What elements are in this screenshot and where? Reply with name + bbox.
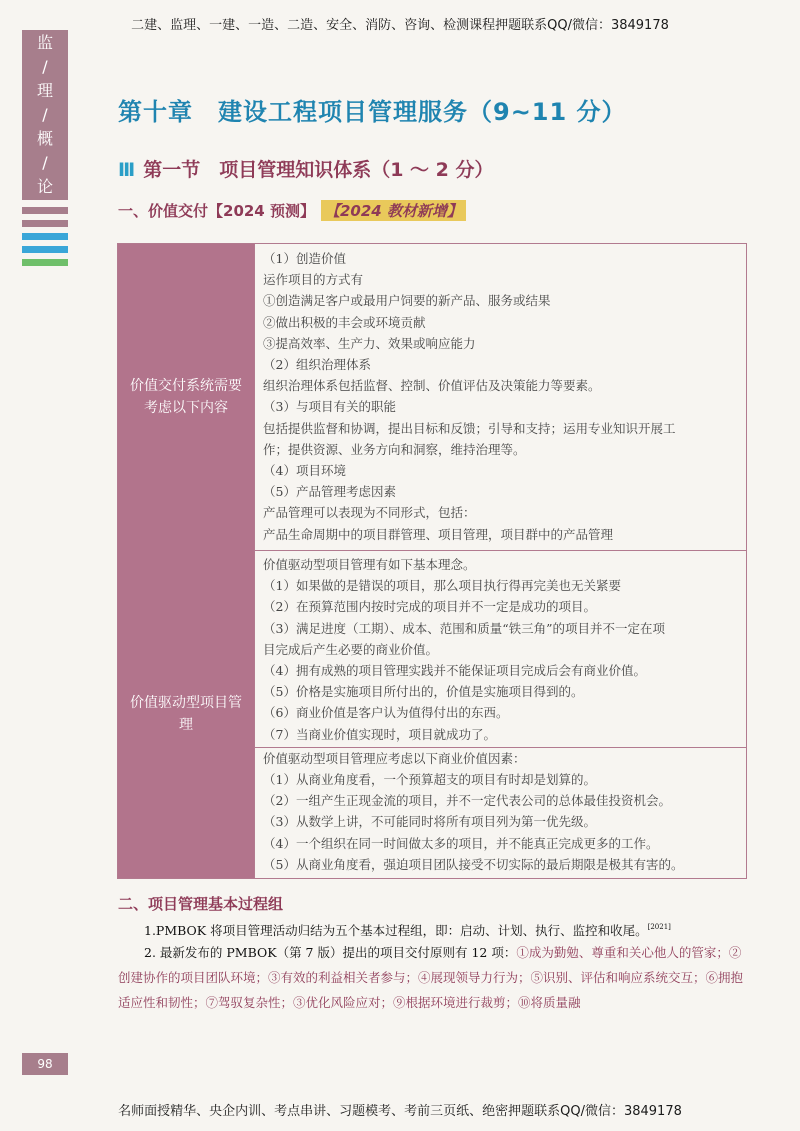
table-line: （7）当商业价值实现时，项目就成功了。	[263, 726, 496, 742]
subsection-title-text: 一、价值交付【2024 预测】	[118, 202, 315, 220]
table-line: 运作项目的方式有	[263, 272, 364, 288]
table-line: （6）商业价值是客户认为值得付出的东西。	[263, 705, 509, 721]
table-line: （2）一组产生正现金流的项目，并不一定代表公司的总体最佳投资机会。	[263, 793, 671, 809]
subsection-title-2: 二、项目管理基本过程组	[118, 895, 284, 913]
table-line: 组织治理体系包括监督、控制、价值评估及决策能力等要素。	[263, 378, 601, 394]
table-line: （5）从商业角度看，强迫项目团队接受不切实际的最后期限是极其有害的。	[263, 856, 684, 872]
table-line: （4）项目环境	[263, 463, 346, 479]
paragraph-2	[118, 940, 748, 1015]
table-row	[118, 550, 746, 878]
table-line: （4）拥有成熟的项目管理实践并不能保证项目完成后会有商业价值。	[263, 663, 646, 679]
table-line: 价值驱动型项目管理有如下基本理念。	[263, 557, 476, 572]
footer-banner: 名师面授精华、央企内训、考点串讲、习题模考、考前三页纸、绝密押题联系QQ/微信：3849178	[118, 1104, 682, 1119]
table-line: 产品生命周期中的项目群管理、项目管理，项目群中的产品管理	[263, 526, 614, 542]
table-line: ①创造满足客户或最用户饲要的新产品、服务或结果	[263, 293, 551, 309]
table-line: （4）一个组织在同一时间做太多的项目，并不能真正完成更多的工作。	[263, 835, 659, 851]
table-line: （3）与项目有关的职能	[263, 399, 396, 415]
section-bars-icon: III	[118, 159, 134, 181]
table-line: 包括提供监督和协调，提出目标和反馈；引导和支持；运用专业知识开展工	[263, 420, 676, 436]
subsection-title-1	[118, 200, 466, 221]
table-line: （3）满足进度（工期）、成本、范围和质量“铁三角”的项目并不一定在项	[263, 620, 665, 636]
table-content-cell	[254, 244, 746, 550]
section-title	[118, 155, 494, 182]
value-delivery-table	[117, 243, 747, 879]
chapter-title: 第十章 建设工程项目管理服务（9~11 分）	[118, 98, 627, 126]
table-line: （2）在预算范围内按时完成的项目并不一定是成功的项目。	[263, 599, 596, 615]
table-line: （1）如果做的是错误的项目，那么项目执行得再完美也无关紧要	[263, 578, 621, 594]
side-tab-char: 监	[36, 33, 53, 52]
table-row	[118, 244, 746, 551]
section-title-text: 第一节 项目管理知识体系（1 ～ 2 分）	[143, 159, 494, 181]
table-line: 作；提供资源、业务方向和洞察，维持治理等。	[263, 441, 526, 457]
side-tab-char: /	[42, 57, 48, 76]
side-tab-char: /	[42, 153, 48, 172]
table-line: （5）价格是实施项目所付出的，价值是实施项目得到的。	[263, 684, 584, 700]
new-content-tag: 【2024 教材新增】	[321, 200, 466, 221]
table-line: 目完成后产生必要的商业价值。	[263, 641, 439, 657]
page-number: 98	[22, 1053, 68, 1075]
table-content-cell	[254, 550, 746, 878]
table-line: （5）产品管理考虑因素	[263, 484, 396, 500]
table-line: 产品管理可以表现为不同形式，包括：	[263, 505, 476, 521]
table-line: （2）组织治理体系	[263, 357, 371, 373]
table-head-cell: 价值驱动型项目管理	[118, 550, 254, 878]
table-line: （1）创造价值	[263, 251, 346, 266]
table-line: 价值驱动型项目管理应考虑以下商业价值因素：	[263, 750, 526, 766]
paragraph-items: ①成为勤勉、尊重和关心他人的管家；②创建协作的项目团队环境；③有效的利益相关者参与；④展现领导力行为；⑤识别、评估和响应系统交互；⑥拥抱适应性和韧性；⑦驾驭复杂性；③优化风险应对；⑨根据环境进行裁剪；⑩将质量融	[118, 945, 744, 1010]
year-tag: [2021]	[647, 923, 671, 931]
table-line: ③提高效率、生产力、效果或响应能力	[263, 335, 476, 351]
paragraph-1	[144, 915, 750, 943]
side-tab-char: /	[42, 105, 48, 124]
side-decorative-stripes	[22, 207, 68, 272]
paragraph-lead: 2. 最新发布的 PMBOK（第 7 版）提出的项目交付原则有 12 项：	[144, 945, 517, 960]
side-tab-chapter	[22, 30, 68, 200]
side-tab-char: 论	[36, 177, 53, 196]
table-line: （1）从商业角度看，一个预算超支的项目有时却是划算的。	[263, 772, 596, 788]
header-banner: 二建、监理、一建、一造、二造、安全、消防、咨询、检测课程押题联系QQ/微信：3849178	[131, 18, 669, 33]
table-head-cell: 价值交付系统需要考虑以下内容	[118, 244, 254, 550]
side-tab-char: 概	[36, 129, 53, 148]
side-tab-char: 理	[36, 81, 53, 100]
paragraph-text: 1.PMBOK 将项目管理活动归结为五个基本过程组，即：启动、计划、执行、监控和收尾。	[144, 923, 648, 938]
table-line: ②做出积极的丰会或环境贡献	[263, 314, 426, 330]
table-line: （3）从数学上讲，不可能同时将所有项目列为第一优先级。	[263, 814, 596, 830]
